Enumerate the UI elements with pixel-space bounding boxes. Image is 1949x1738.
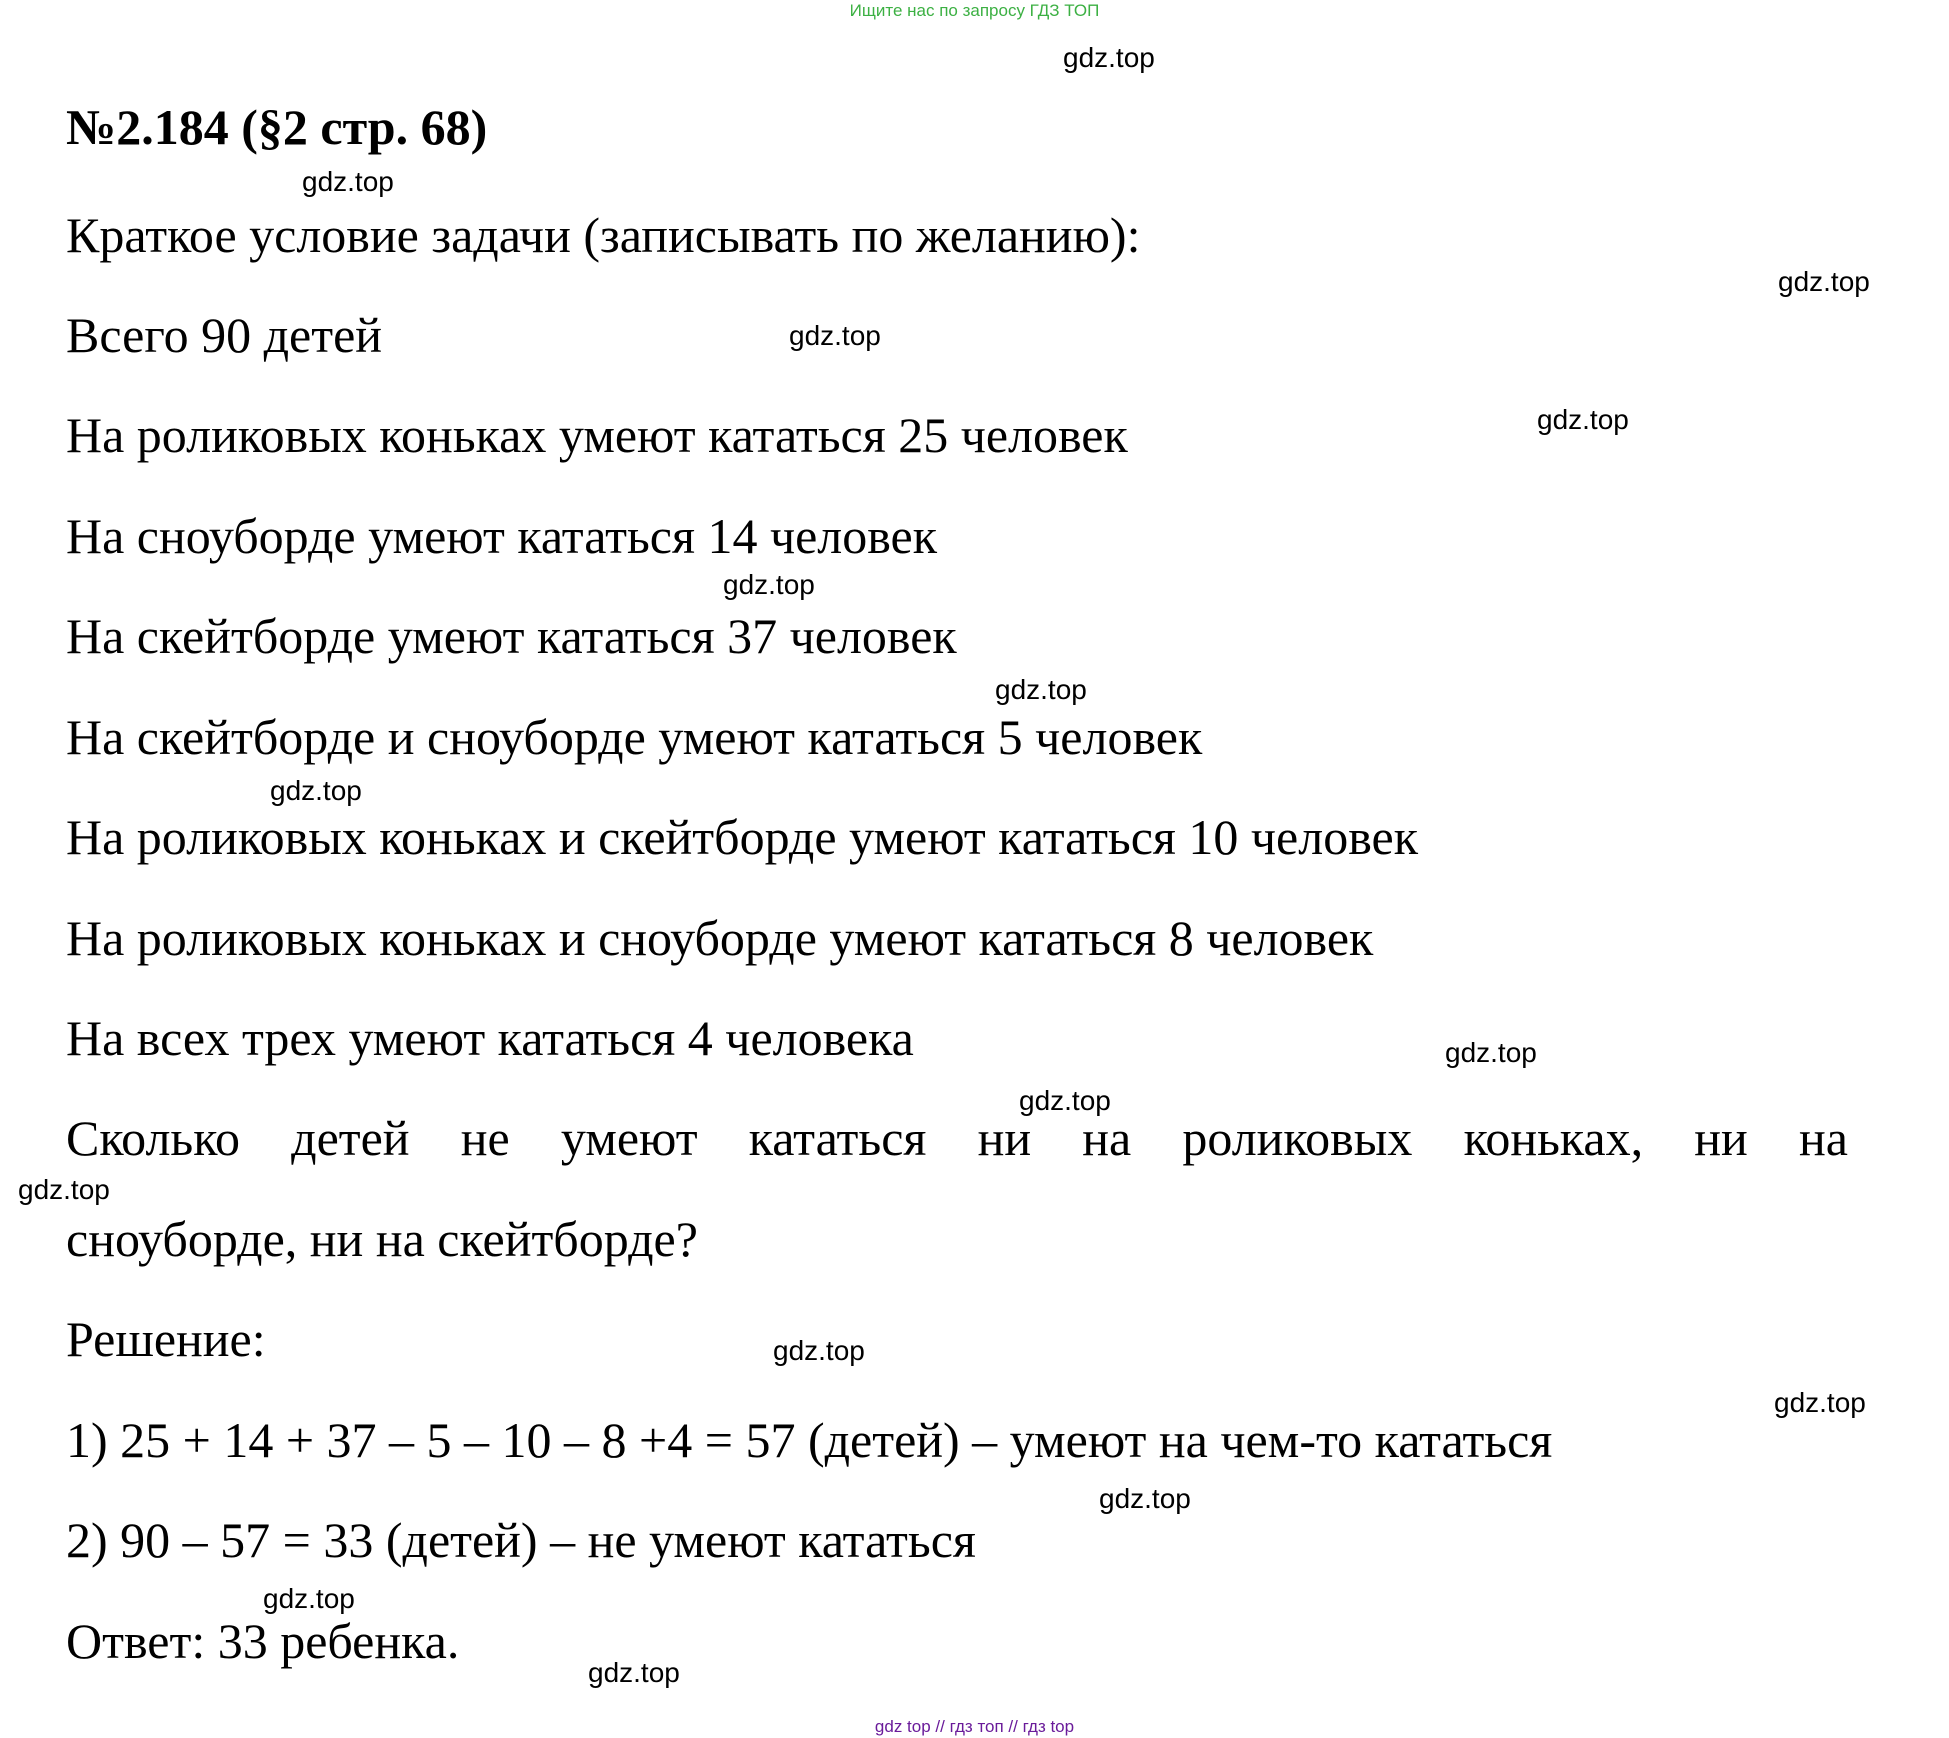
condition-line: На роликовых коньках и сноуборде умеют кататься 8 человек — [66, 910, 1374, 966]
watermark-text: gdz.top — [302, 166, 394, 197]
watermark-text: gdz.top — [1774, 1387, 1866, 1418]
solution-label: Решение: — [66, 1311, 266, 1367]
task-title: №2.184 (§2 стр. 68) — [66, 99, 488, 155]
task-intro: Краткое условие задачи (записывать по желанию): — [66, 207, 1141, 263]
condition-line: На роликовых коньках и скейтборде умеют кататься 10 человек — [66, 809, 1419, 865]
question-word: Сколько — [66, 1110, 240, 1166]
watermark-text: gdz.top — [588, 1657, 680, 1688]
question-word: коньках, — [1463, 1110, 1644, 1166]
question-word: ни — [977, 1110, 1032, 1166]
bottom-banner: gdz top // гдз топ // гдз top — [874, 1717, 1075, 1736]
question-line-2: сноуборде, ни на скейтборде? — [66, 1211, 698, 1267]
watermark-text: gdz.top — [1445, 1037, 1537, 1068]
watermark-text: gdz.top — [723, 569, 815, 600]
watermark-text: gdz.top — [18, 1174, 110, 1205]
question-line-1 — [66, 1108, 1848, 1168]
question-word: умеют — [560, 1110, 698, 1166]
condition-line: На всех трех умеют кататься 4 человека — [66, 1010, 914, 1066]
watermark-text: gdz.top — [789, 320, 881, 351]
solution-step-2: 2) 90 – 57 = 33 (детей) – не умеют кататься — [66, 1512, 976, 1568]
watermark-text: gdz.top — [773, 1335, 865, 1366]
watermark-text: gdz.top — [1537, 404, 1629, 435]
condition-line: На роликовых коньках умеют кататься 25 человек — [66, 407, 1128, 463]
top-banner: Ищите нас по запросу ГДЗ ТОП — [849, 1, 1100, 20]
watermark-text: gdz.top — [1019, 1085, 1111, 1116]
watermark-text: gdz.top — [270, 775, 362, 806]
condition-line: На скейтборде умеют кататься 37 человек — [66, 608, 957, 664]
question-word: детей — [291, 1110, 410, 1166]
watermark-text: gdz.top — [1778, 266, 1870, 297]
condition-line: Всего 90 детей — [66, 307, 383, 363]
watermark-text: gdz.top — [1099, 1483, 1191, 1514]
question-word: не — [460, 1110, 510, 1166]
condition-line: На скейтборде и сноуборде умеют кататься 5 человек — [66, 709, 1203, 765]
answer-line: Ответ: 33 ребенка. — [66, 1613, 460, 1669]
condition-line: На сноуборде умеют кататься 14 человек — [66, 508, 938, 564]
solution-step-1: 1) 25 + 14 + 37 – 5 – 10 – 8 +4 = 57 (детей) – умеют на чем-то кататься — [66, 1412, 1553, 1468]
watermark-text: gdz.top — [263, 1583, 355, 1614]
question-word: на — [1798, 1110, 1848, 1166]
question-word: роликовых — [1182, 1110, 1413, 1166]
question-word: кататься — [748, 1110, 927, 1166]
question-word: ни — [1694, 1110, 1748, 1166]
watermark-text: gdz.top — [1063, 42, 1155, 73]
watermark-text: gdz.top — [995, 674, 1087, 705]
question-word: на — [1082, 1110, 1132, 1166]
